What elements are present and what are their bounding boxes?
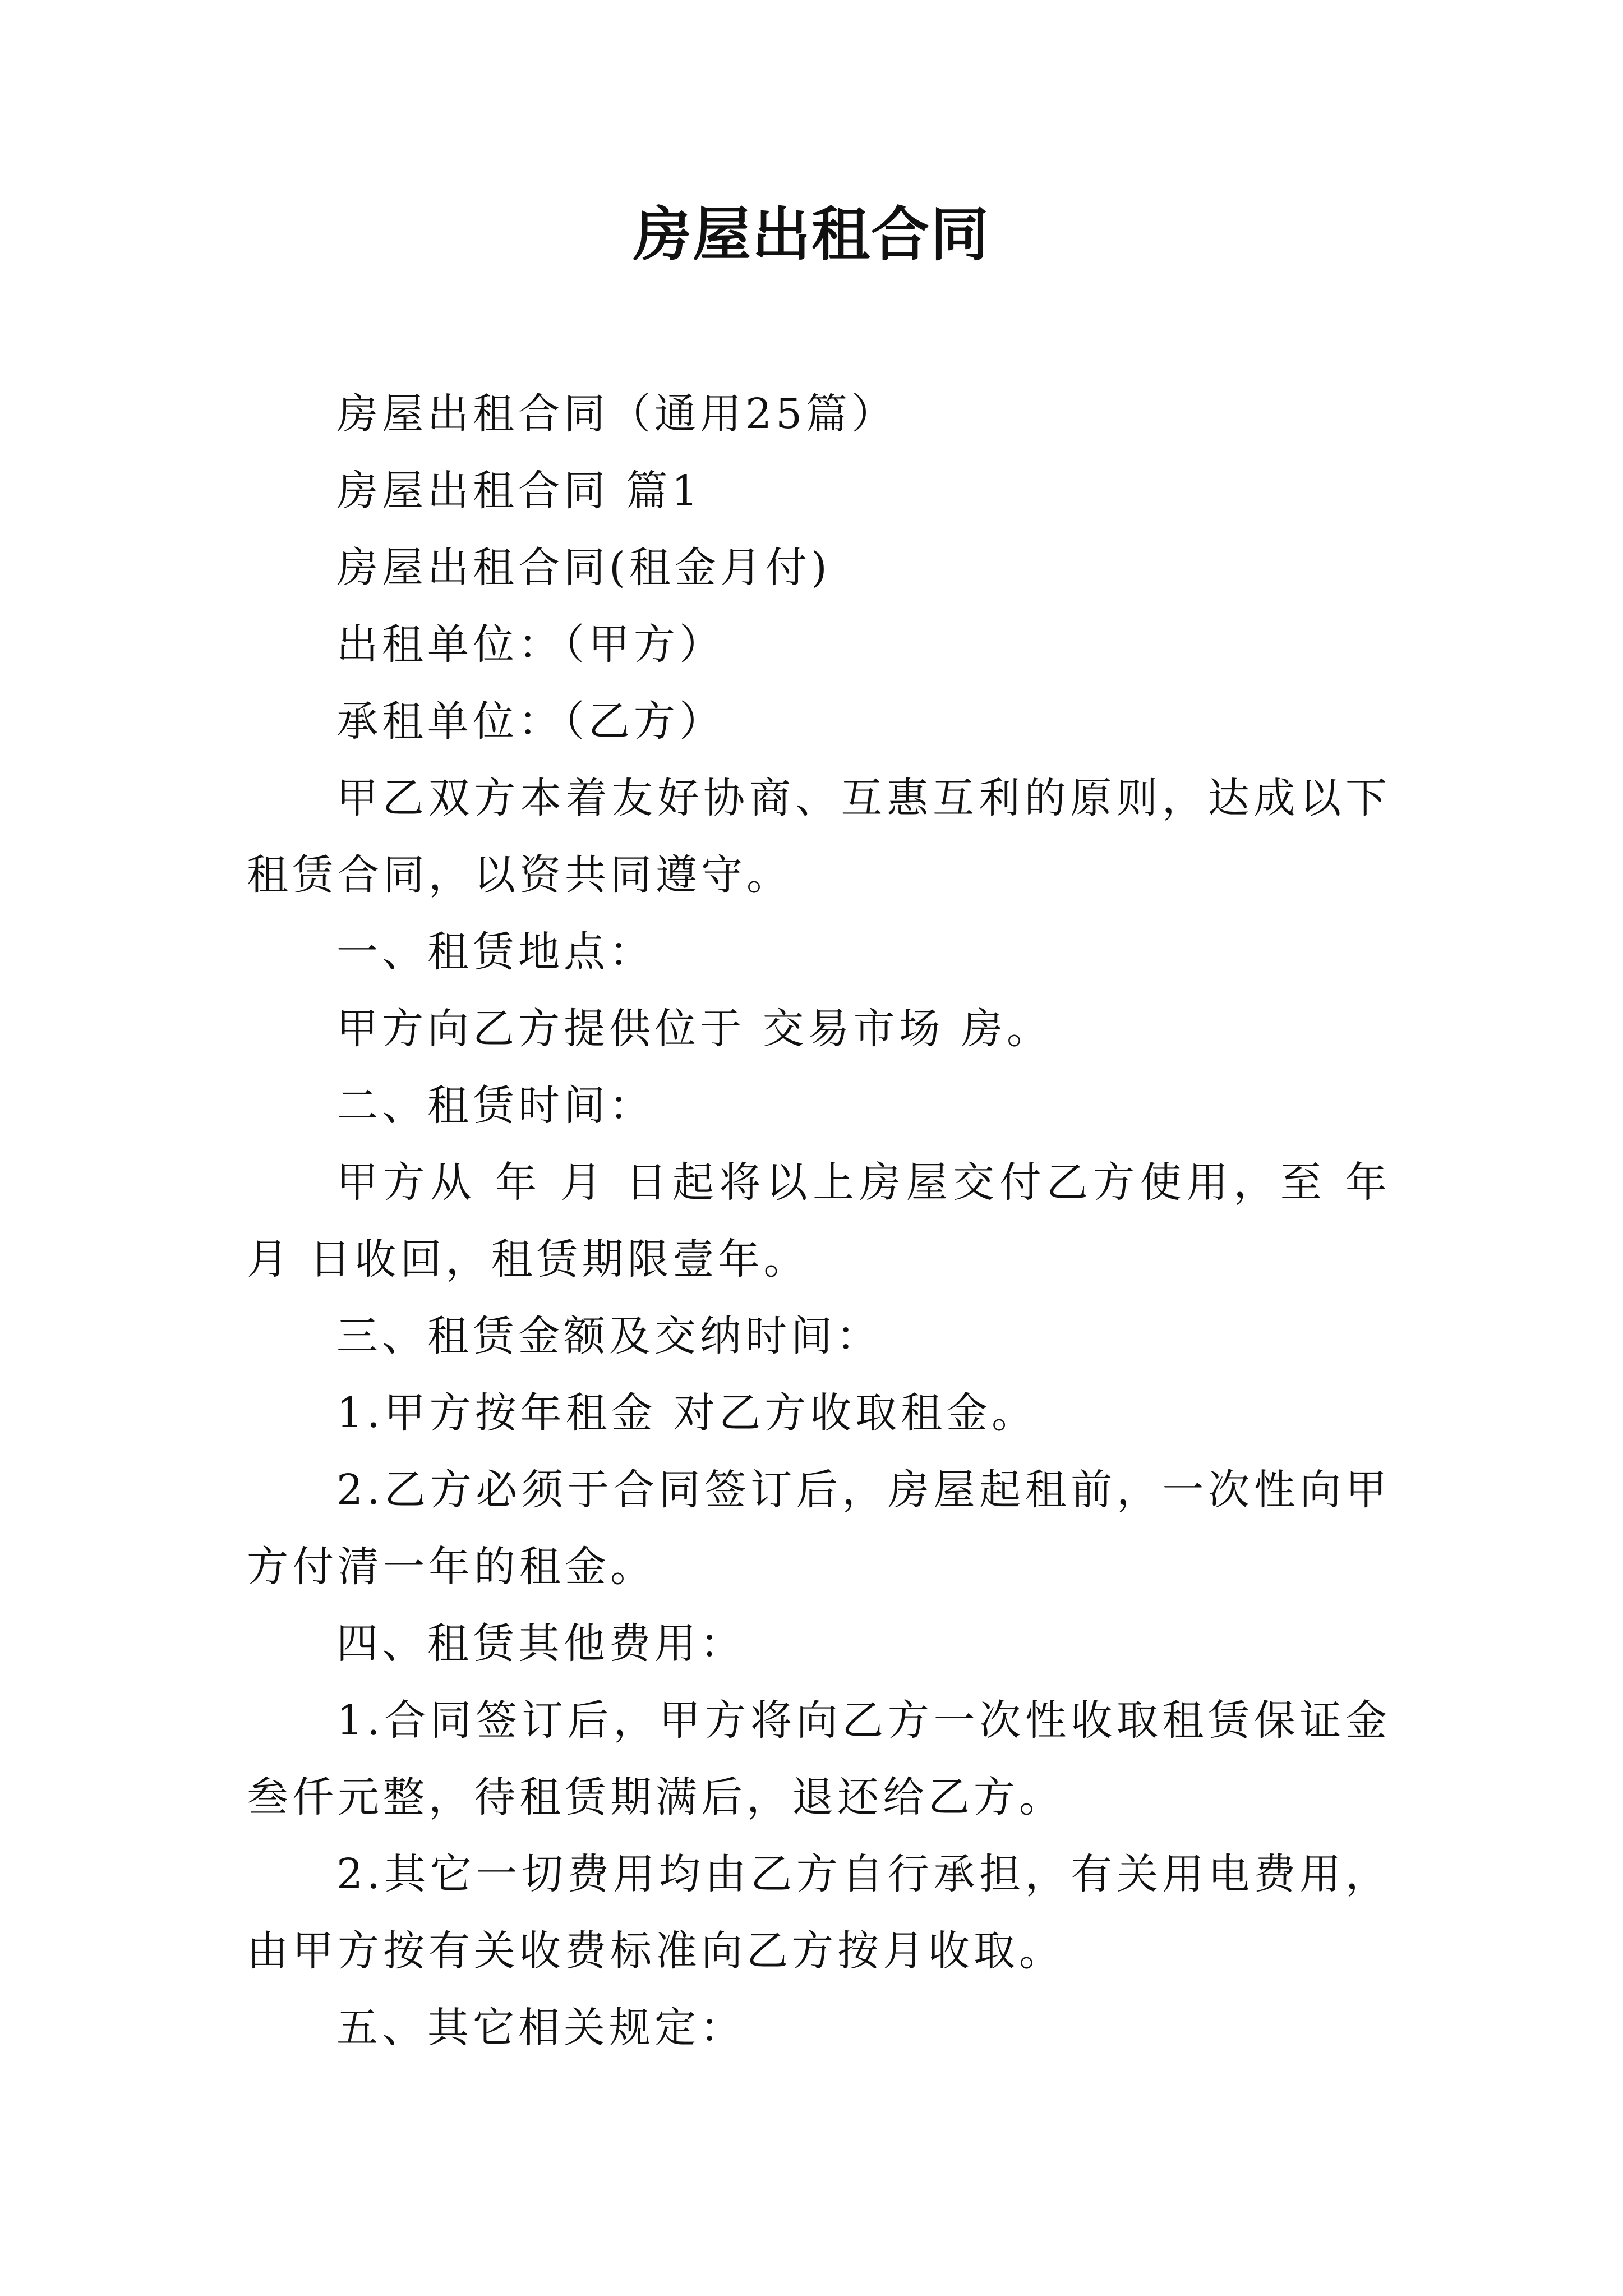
section-heading-other-fees: 四、租赁其他费用： xyxy=(336,1619,745,1668)
paragraph-contract-type: 房屋出租合同(租金月付) xyxy=(336,544,831,592)
section-heading-location: 一、租赁地点： xyxy=(336,928,654,976)
paragraph-fees-2: 2.其它一切费用均由乙方自行承担，有关用电费用，由甲方按有关收费标准向乙方按月收取。 xyxy=(247,1850,1391,1975)
paragraph-lessor: 出租单位：（甲方） xyxy=(336,620,725,669)
section-heading-other-rules: 五、其它相关规定： xyxy=(336,2004,745,2052)
paragraph-location: 甲方向乙方提供位于 交易市场 房。 xyxy=(336,1005,1053,1053)
document-body xyxy=(247,376,1391,2067)
section-heading-term: 二、租赁时间： xyxy=(336,1082,654,1130)
paragraph-rent-1: 1.甲方按年租金 对乙方收取租金。 xyxy=(336,1389,1038,1437)
document-title: 房屋出租合同 xyxy=(633,200,990,269)
paragraph-preamble: 甲乙双方本着友好协商、互惠互利的原则，达成以下租赁合同，以资共同遵守。 xyxy=(247,774,1391,899)
paragraph-fees-1: 1.合同签订后，甲方将向乙方一次性收取租赁保证金叁仟元整，待租赁期满后，退还给乙方。 xyxy=(247,1696,1391,1821)
paragraph-subtitle: 房屋出租合同（通用25篇） xyxy=(336,390,897,438)
section-heading-rent: 三、租赁金额及交纳时间： xyxy=(336,1312,882,1360)
paragraph-term: 甲方从 年 月 日起将以上房屋交付乙方使用，至 年 月 日收回，租赁期限壹年。 xyxy=(247,1158,1391,1283)
paragraph-rent-2: 2.乙方必须于合同签订后，房屋起租前，一次性向甲方付清一年的租金。 xyxy=(247,1466,1391,1591)
paragraph-lessee: 承租单位：（乙方） xyxy=(336,697,725,746)
paragraph-chapter-heading: 房屋出租合同 篇1 xyxy=(336,467,702,515)
